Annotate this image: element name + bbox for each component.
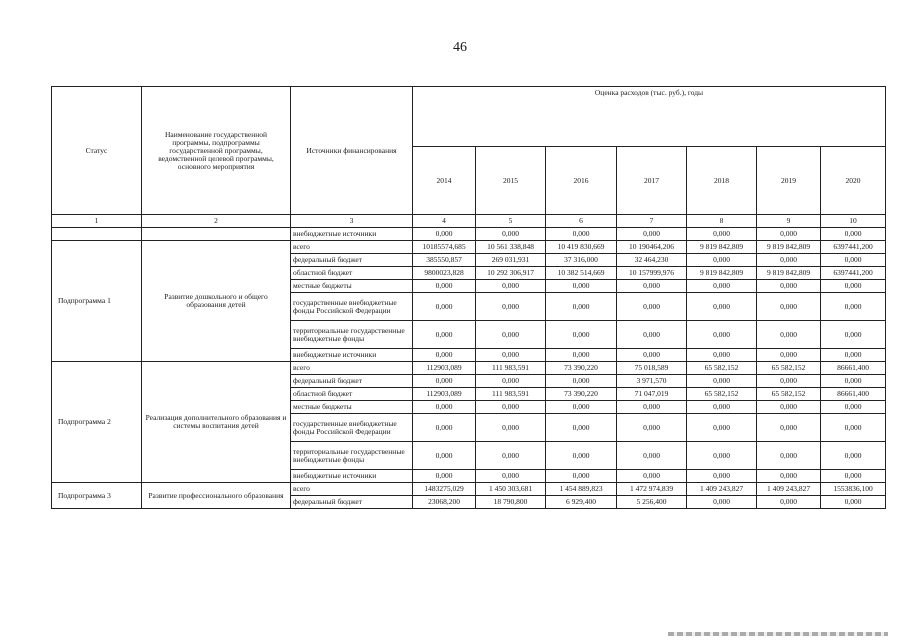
value-cell: 0,000 [757, 496, 821, 509]
value-cell: 0,000 [476, 349, 546, 362]
value-cell: 0,000 [617, 293, 687, 321]
source-cell: федеральный бюджет [291, 254, 413, 267]
value-cell: 0,000 [476, 321, 546, 349]
value-cell: 0,000 [757, 280, 821, 293]
value-cell: 0,000 [413, 280, 476, 293]
value-cell: 65 582,152 [757, 362, 821, 375]
value-cell: 6397441,200 [821, 267, 886, 280]
value-cell: 0,000 [757, 228, 821, 241]
year-header: 2019 [757, 147, 821, 215]
value-cell: 0,000 [413, 470, 476, 483]
column-number: 6 [546, 215, 617, 228]
value-cell: 111 983,591 [476, 362, 546, 375]
value-cell: 0,000 [476, 470, 546, 483]
year-header: 2020 [821, 147, 886, 215]
subprogram-name: Реализация дополнительного образования и системы воспитания детей [142, 362, 291, 483]
value-cell: 0,000 [413, 442, 476, 470]
value-cell: 0,000 [821, 293, 886, 321]
value-cell: 0,000 [687, 442, 757, 470]
subprogram-name: Развитие дошкольного и общего образования детей [142, 241, 291, 362]
value-cell: 65 582,152 [757, 388, 821, 401]
value-cell: 0,000 [413, 401, 476, 414]
source-cell: местные бюджеты [291, 280, 413, 293]
value-cell: 0,000 [476, 228, 546, 241]
value-cell: 0,000 [821, 496, 886, 509]
value-cell: 10 292 306,917 [476, 267, 546, 280]
value-cell: 0,000 [757, 321, 821, 349]
value-cell: 0,000 [617, 414, 687, 442]
subprogram-status: Подпрограмма 2 [52, 362, 142, 483]
value-cell: 1 409 243,827 [757, 483, 821, 496]
value-cell: 0,000 [687, 321, 757, 349]
value-cell: 0,000 [821, 254, 886, 267]
source-cell: государственные внебюджетные фонды Российской Федерации [291, 293, 413, 321]
value-cell: 86661,400 [821, 362, 886, 375]
source-cell: внебюджетные источники [291, 470, 413, 483]
value-cell: 73 390,220 [546, 362, 617, 375]
value-cell: 0,000 [687, 375, 757, 388]
value-cell: 0,000 [687, 293, 757, 321]
value-cell: 0,000 [413, 228, 476, 241]
value-cell: 0,000 [821, 349, 886, 362]
value-cell: 0,000 [617, 321, 687, 349]
value-cell: 23068,200 [413, 496, 476, 509]
source-cell: территориальные государственные внебюджетные фонды [291, 321, 413, 349]
column-number: 9 [757, 215, 821, 228]
column-number: 2 [142, 215, 291, 228]
column-number: 5 [476, 215, 546, 228]
source-cell: всего [291, 362, 413, 375]
value-cell: 0,000 [413, 375, 476, 388]
value-cell: 0,000 [757, 293, 821, 321]
value-cell: 0,000 [617, 470, 687, 483]
source-cell: государственные внебюджетные фонды Российской Федерации [291, 414, 413, 442]
column-number: 7 [617, 215, 687, 228]
source-cell: областной бюджет [291, 388, 413, 401]
value-cell: 6 929,400 [546, 496, 617, 509]
value-cell: 65 582,152 [687, 388, 757, 401]
subprogram-status: Подпрограмма 3 [52, 483, 142, 509]
source-cell: местные бюджеты [291, 401, 413, 414]
value-cell: 73 390,220 [546, 388, 617, 401]
value-cell: 269 031,931 [476, 254, 546, 267]
column-number: 1 [52, 215, 142, 228]
table-row [52, 483, 886, 496]
status-cell [52, 228, 142, 241]
value-cell: 0,000 [546, 280, 617, 293]
subprogram-name: Развитие профессионального образования [142, 483, 291, 509]
value-cell: 111 983,591 [476, 388, 546, 401]
subprogram-status: Подпрограмма 1 [52, 241, 142, 362]
header-estimate: Оценка расходов (тыс. руб.), годы [413, 87, 886, 147]
value-cell: 0,000 [476, 375, 546, 388]
value-cell: 0,000 [476, 293, 546, 321]
value-cell: 0,000 [687, 496, 757, 509]
value-cell: 0,000 [413, 293, 476, 321]
value-cell: 0,000 [546, 349, 617, 362]
value-cell: 10 190464,206 [617, 241, 687, 254]
column-number: 8 [687, 215, 757, 228]
value-cell: 385550,857 [413, 254, 476, 267]
name-cell [142, 228, 291, 241]
value-cell: 0,000 [617, 280, 687, 293]
value-cell: 0,000 [821, 442, 886, 470]
year-header: 2018 [687, 147, 757, 215]
value-cell: 0,000 [546, 228, 617, 241]
scan-artifact [668, 632, 888, 636]
source-cell: внебюджетные источники [291, 228, 413, 241]
value-cell: 0,000 [821, 375, 886, 388]
source-cell: всего [291, 241, 413, 254]
table-row [52, 228, 886, 241]
value-cell: 1553836,100 [821, 483, 886, 496]
table-row [52, 241, 886, 254]
value-cell: 0,000 [821, 280, 886, 293]
value-cell: 3 971,570 [617, 375, 687, 388]
table-row [52, 362, 886, 375]
source-cell: всего [291, 483, 413, 496]
value-cell: 1 472 974,839 [617, 483, 687, 496]
value-cell: 37 316,000 [546, 254, 617, 267]
value-cell: 0,000 [687, 470, 757, 483]
value-cell: 112903,089 [413, 388, 476, 401]
value-cell: 75 018,589 [617, 362, 687, 375]
value-cell: 10 561 338,848 [476, 241, 546, 254]
value-cell: 0,000 [546, 375, 617, 388]
source-cell: федеральный бюджет [291, 375, 413, 388]
value-cell: 0,000 [757, 401, 821, 414]
year-header: 2015 [476, 147, 546, 215]
value-cell: 10 382 514,669 [546, 267, 617, 280]
value-cell: 9 819 842,809 [687, 267, 757, 280]
value-cell: 0,000 [546, 470, 617, 483]
value-cell: 5 256,400 [617, 496, 687, 509]
value-cell: 0,000 [476, 414, 546, 442]
header-status: Статус [52, 87, 142, 215]
value-cell: 6397441,200 [821, 241, 886, 254]
value-cell: 0,000 [757, 254, 821, 267]
value-cell: 0,000 [757, 414, 821, 442]
value-cell: 0,000 [617, 228, 687, 241]
value-cell: 1 409 243,827 [687, 483, 757, 496]
value-cell: 112903,089 [413, 362, 476, 375]
value-cell: 0,000 [476, 280, 546, 293]
header-sources: Источники финансирования [291, 87, 413, 215]
value-cell: 0,000 [687, 228, 757, 241]
value-cell: 0,000 [617, 442, 687, 470]
value-cell: 0,000 [617, 401, 687, 414]
value-cell: 0,000 [546, 401, 617, 414]
value-cell: 0,000 [757, 470, 821, 483]
value-cell: 10185574,685 [413, 241, 476, 254]
value-cell: 10 157999,976 [617, 267, 687, 280]
value-cell: 18 790,800 [476, 496, 546, 509]
expense-estimate-table [51, 86, 886, 509]
source-cell: внебюджетные источники [291, 349, 413, 362]
value-cell: 0,000 [821, 321, 886, 349]
value-cell: 0,000 [687, 414, 757, 442]
value-cell: 1483275,029 [413, 483, 476, 496]
column-number: 3 [291, 215, 413, 228]
page-number: 46 [453, 40, 467, 55]
value-cell: 0,000 [687, 349, 757, 362]
value-cell: 0,000 [757, 442, 821, 470]
value-cell: 0,000 [687, 280, 757, 293]
year-header: 2016 [546, 147, 617, 215]
value-cell: 0,000 [413, 321, 476, 349]
value-cell: 0,000 [687, 401, 757, 414]
value-cell: 0,000 [617, 349, 687, 362]
value-cell: 9800023,828 [413, 267, 476, 280]
value-cell: 0,000 [413, 349, 476, 362]
value-cell: 0,000 [821, 470, 886, 483]
value-cell: 0,000 [821, 401, 886, 414]
value-cell: 86661,400 [821, 388, 886, 401]
value-cell: 65 582,152 [687, 362, 757, 375]
value-cell: 0,000 [821, 414, 886, 442]
header-name: Наименование государственной программы, подпрограммы государственной программы, ведомственной целевой программы, основного мероприятия [142, 87, 291, 215]
value-cell: 32 464,230 [617, 254, 687, 267]
value-cell: 0,000 [546, 293, 617, 321]
value-cell: 10 419 830,669 [546, 241, 617, 254]
source-cell: федеральный бюджет [291, 496, 413, 509]
value-cell: 0,000 [821, 228, 886, 241]
column-number: 4 [413, 215, 476, 228]
source-cell: территориальные государственные внебюджетные фонды [291, 442, 413, 470]
value-cell: 0,000 [546, 321, 617, 349]
value-cell: 1 450 303,681 [476, 483, 546, 496]
value-cell: 0,000 [546, 442, 617, 470]
value-cell: 9 819 842,809 [687, 241, 757, 254]
value-cell: 0,000 [546, 414, 617, 442]
year-header: 2017 [617, 147, 687, 215]
value-cell: 9 819 842,809 [757, 241, 821, 254]
value-cell: 0,000 [413, 414, 476, 442]
value-cell: 0,000 [476, 442, 546, 470]
column-number: 10 [821, 215, 886, 228]
value-cell: 9 819 842,809 [757, 267, 821, 280]
value-cell: 0,000 [757, 349, 821, 362]
source-cell: областной бюджет [291, 267, 413, 280]
value-cell: 0,000 [476, 401, 546, 414]
value-cell: 1 454 889,823 [546, 483, 617, 496]
value-cell: 0,000 [757, 375, 821, 388]
value-cell: 71 047,019 [617, 388, 687, 401]
year-header: 2014 [413, 147, 476, 215]
value-cell: 0,000 [687, 254, 757, 267]
